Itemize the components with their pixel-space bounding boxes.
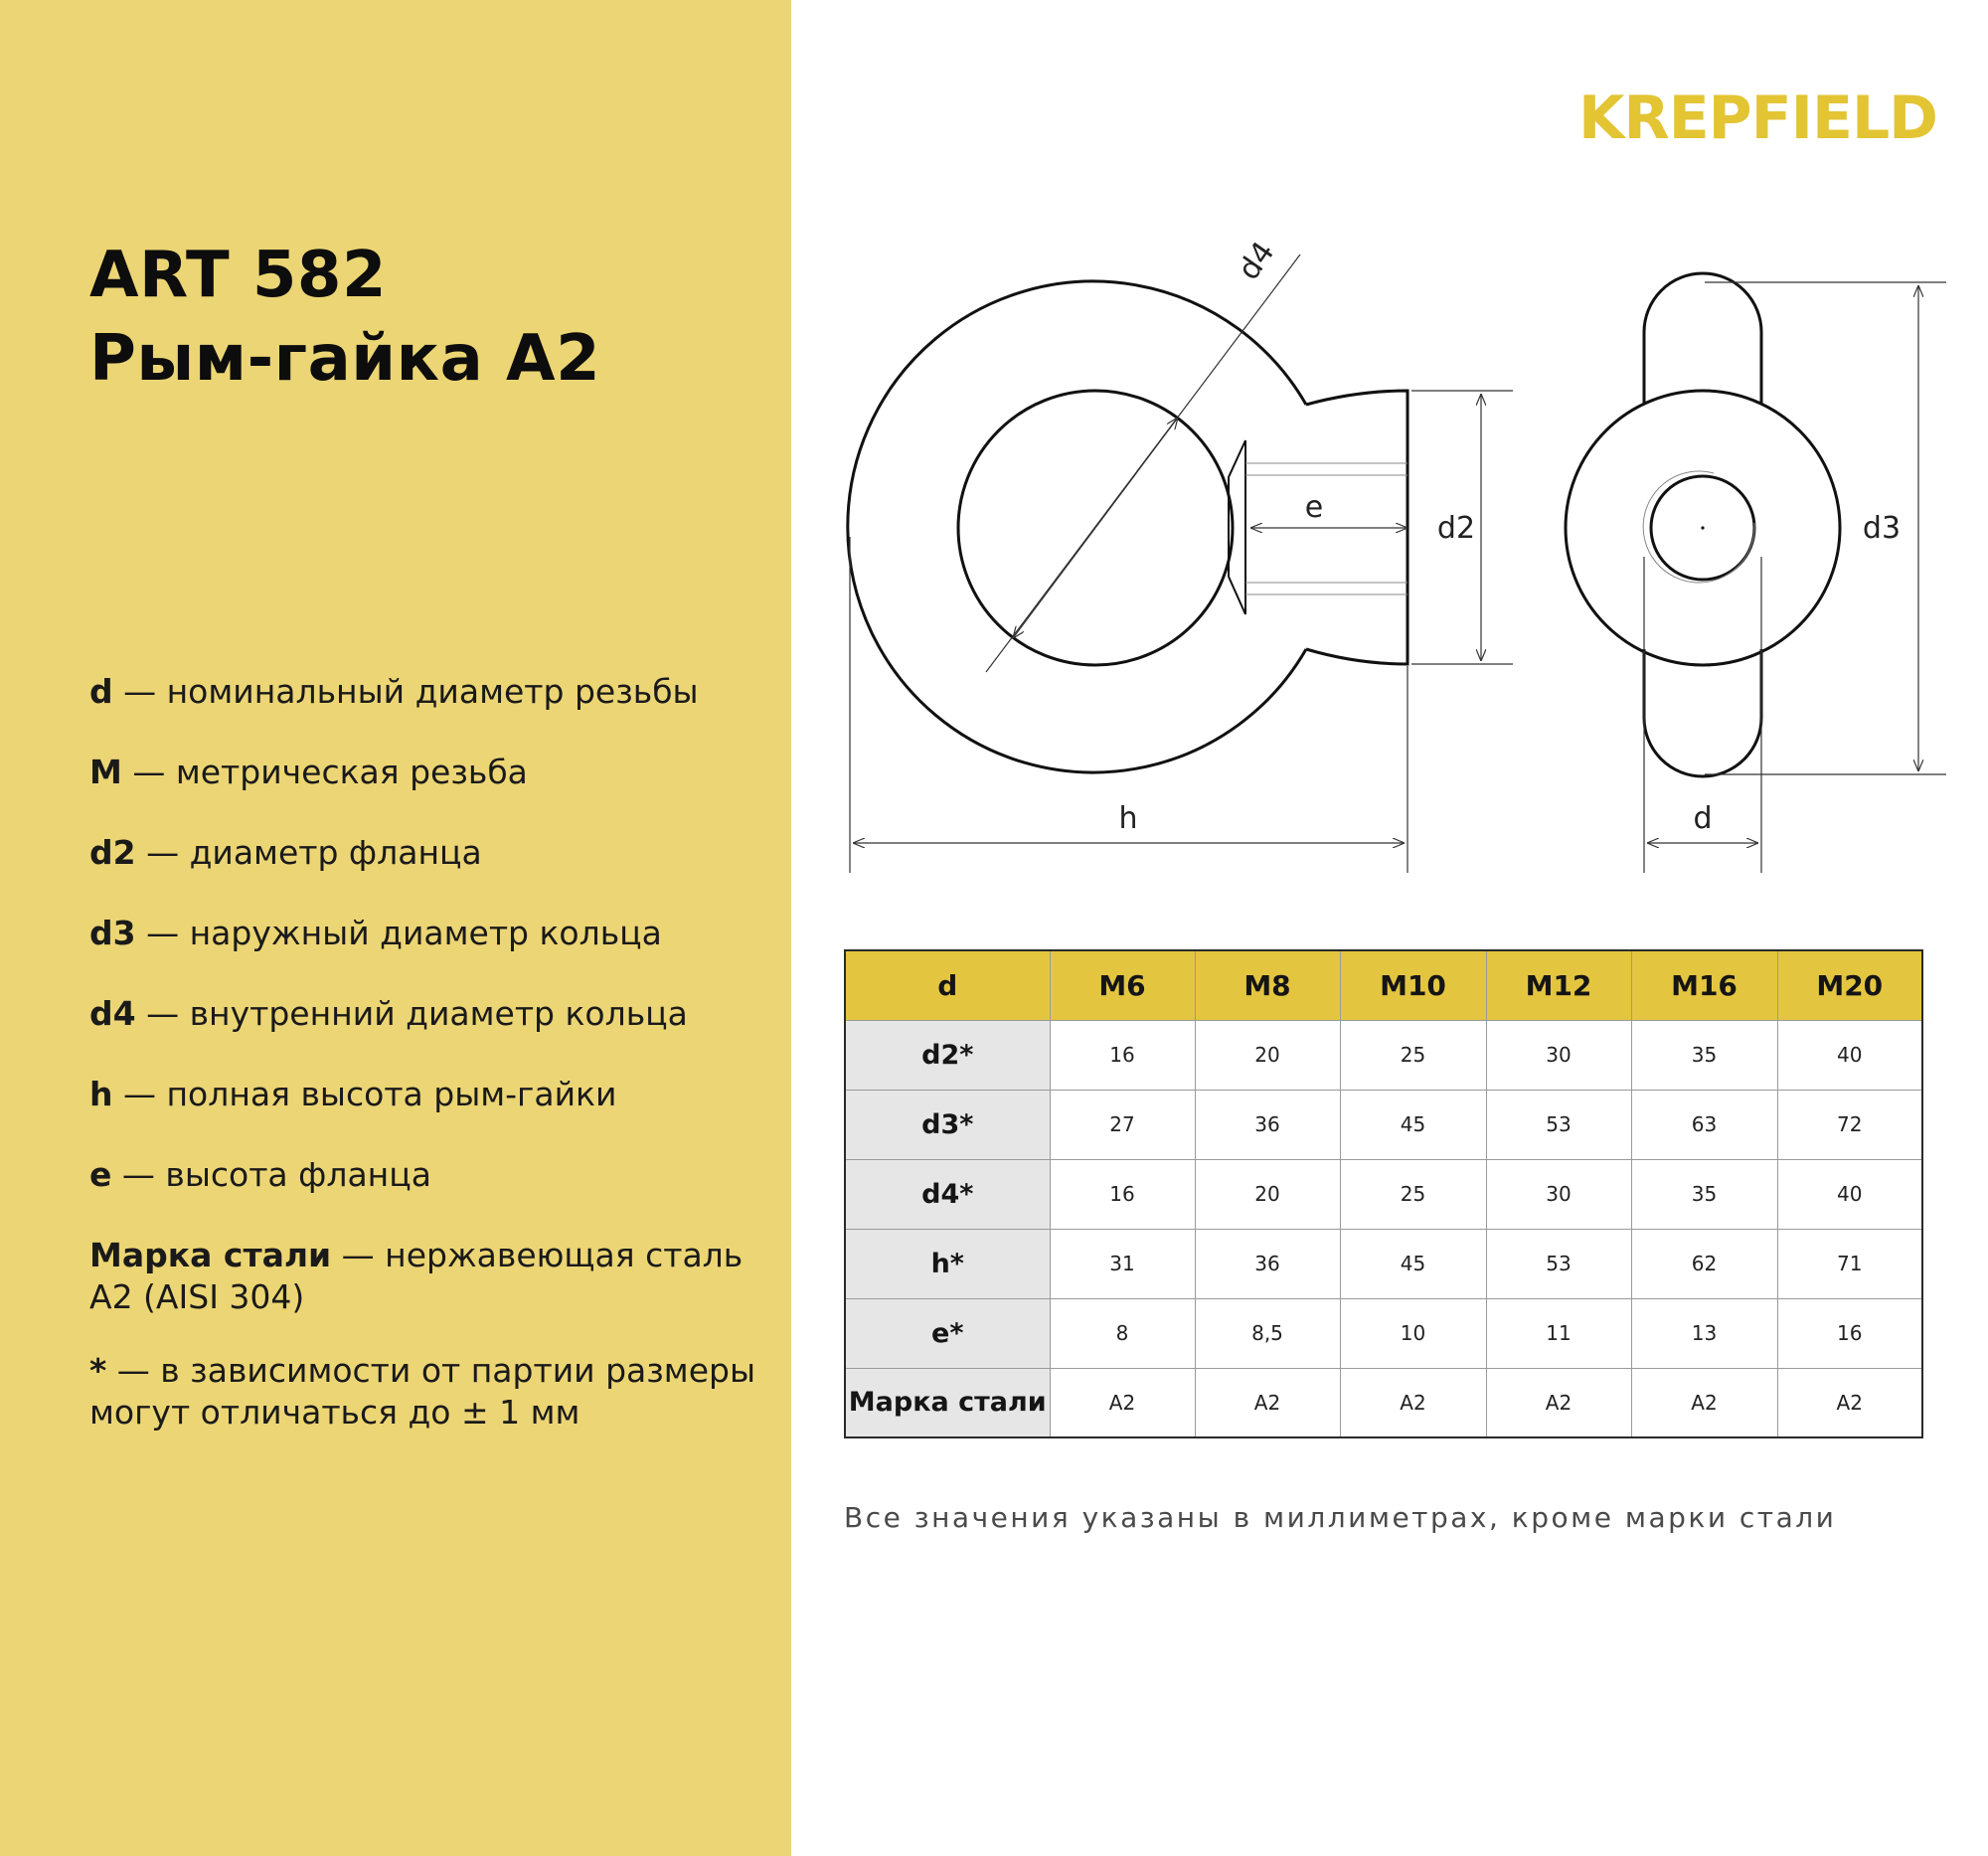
table-cell: 36 (1195, 1229, 1340, 1298)
table-cell: 11 (1486, 1298, 1631, 1368)
table-header-cell: M16 (1631, 950, 1777, 1020)
legend-item (89, 832, 775, 874)
table-row (845, 1368, 1922, 1437)
legend-item (89, 752, 775, 793)
d-label: d (1693, 801, 1713, 836)
table-cell: A2 (1050, 1368, 1195, 1437)
table-cell: 8,5 (1195, 1298, 1340, 1368)
legend-desc: — нержавеющая сталь A2 (AISI 304) (89, 1236, 744, 1316)
legend-desc: — полная высота рым-гайки (112, 1075, 617, 1113)
legend-term: * (89, 1351, 107, 1390)
table-row (845, 1298, 1922, 1368)
legend-term: M (89, 753, 122, 791)
table-row (845, 1159, 1922, 1229)
ring-outer (848, 281, 1306, 772)
product-name: Рым-гайка A2 (89, 322, 601, 396)
row-label: d4* (845, 1159, 1050, 1229)
table-cell: 35 (1631, 1020, 1777, 1090)
units-note: Все значения указаны в миллиметрах, кроме марки стали (844, 1501, 1837, 1534)
legend-term: d3 (89, 914, 136, 952)
row-label: e* (845, 1298, 1050, 1368)
table-row (845, 1020, 1922, 1090)
legend-desc: — в зависимости от партии размеры могут отличаться до ± 1 мм (89, 1351, 755, 1432)
table-cell: 27 (1050, 1090, 1195, 1159)
legend-item (89, 1154, 775, 1196)
table-cell: A2 (1777, 1368, 1922, 1437)
legend-term: h (89, 1075, 113, 1113)
row-label: d3* (845, 1090, 1050, 1159)
technical-drawing (795, 229, 1948, 885)
brand-logo: KREPFIELD (1578, 84, 1937, 153)
left-panel (0, 0, 791, 1856)
e-label: e (1304, 490, 1324, 525)
legend-term: d2 (89, 833, 136, 872)
d4-label: d4 (1231, 235, 1282, 287)
table-cell: 16 (1777, 1298, 1922, 1368)
table-cell: 35 (1631, 1159, 1777, 1229)
legend-desc: — диаметр фланца (135, 833, 482, 872)
h-label: h (1118, 801, 1138, 836)
table-cell: 45 (1340, 1090, 1486, 1159)
table-cell: 25 (1340, 1020, 1486, 1090)
table-cell: 53 (1486, 1090, 1631, 1159)
table-header-cell: M12 (1486, 950, 1631, 1020)
table-cell: A2 (1340, 1368, 1486, 1437)
legend-item (89, 993, 775, 1035)
table-header-cell: d (845, 950, 1050, 1020)
legend-term: e (89, 1155, 112, 1194)
legend-term: d (89, 672, 113, 711)
table-cell: A2 (1486, 1368, 1631, 1437)
legend-item (89, 1350, 775, 1434)
table-header-cell: M20 (1777, 950, 1922, 1020)
table-cell: 30 (1486, 1020, 1631, 1090)
table-cell: 8 (1050, 1298, 1195, 1368)
table-cell: 20 (1195, 1020, 1340, 1090)
legend-item (89, 1074, 775, 1115)
table-cell: 36 (1195, 1090, 1340, 1159)
d4-arrow (1095, 418, 1178, 528)
table-cell: A2 (1631, 1368, 1777, 1437)
table-cell: 72 (1777, 1090, 1922, 1159)
table-cell: 71 (1777, 1229, 1922, 1298)
legend-item (89, 913, 775, 954)
legend-desc: — внутренний диаметр кольца (135, 994, 688, 1033)
legend-desc: — номинальный диаметр резьбы (112, 672, 699, 711)
row-label: d2* (845, 1020, 1050, 1090)
table-cell: 13 (1631, 1298, 1777, 1368)
center-point (1701, 526, 1704, 529)
table-cell: 30 (1486, 1159, 1631, 1229)
side-view (1566, 273, 1946, 873)
legend (89, 671, 775, 1465)
legend-desc: — метрическая резьба (121, 753, 528, 791)
legend-term: d4 (89, 994, 136, 1033)
d4-arrow (1013, 528, 1095, 638)
table-row (845, 1090, 1922, 1159)
front-view (848, 254, 1513, 873)
ring-profile (1644, 332, 1761, 405)
d3-label: d3 (1862, 511, 1902, 546)
legend-desc: — наружный диаметр кольца (135, 914, 662, 952)
legend-desc: — высота фланца (111, 1155, 431, 1194)
legend-term: Марка стали (89, 1236, 332, 1274)
table-cell: 31 (1050, 1229, 1195, 1298)
table-cell: 16 (1050, 1020, 1195, 1090)
table-cell: 25 (1340, 1159, 1486, 1229)
d2-label: d2 (1436, 511, 1476, 546)
legend-item (89, 1235, 775, 1318)
row-label: Марка стали (845, 1368, 1050, 1437)
table-cell: A2 (1195, 1368, 1340, 1437)
table-row (845, 1229, 1922, 1298)
row-label: h* (845, 1229, 1050, 1298)
table-cell: 10 (1340, 1298, 1486, 1368)
table-cell: 40 (1777, 1159, 1922, 1229)
table-cell: 40 (1777, 1020, 1922, 1090)
article-number: ART 582 (89, 239, 387, 312)
table-header-row (845, 950, 1922, 1020)
page-title (89, 234, 600, 401)
table-cell: 16 (1050, 1159, 1195, 1229)
table-header-cell: M6 (1050, 950, 1195, 1020)
table-cell: 63 (1631, 1090, 1777, 1159)
table-header-cell: M10 (1340, 950, 1486, 1020)
spec-table (844, 949, 1923, 1438)
ring-profile (1644, 649, 1761, 776)
ring-profile (1644, 273, 1761, 405)
table-cell: 53 (1486, 1229, 1631, 1298)
table-cell: 20 (1195, 1159, 1340, 1229)
table-header-cell: M8 (1195, 950, 1340, 1020)
table-cell: 45 (1340, 1229, 1486, 1298)
legend-item (89, 671, 775, 713)
table-cell: 62 (1631, 1229, 1777, 1298)
